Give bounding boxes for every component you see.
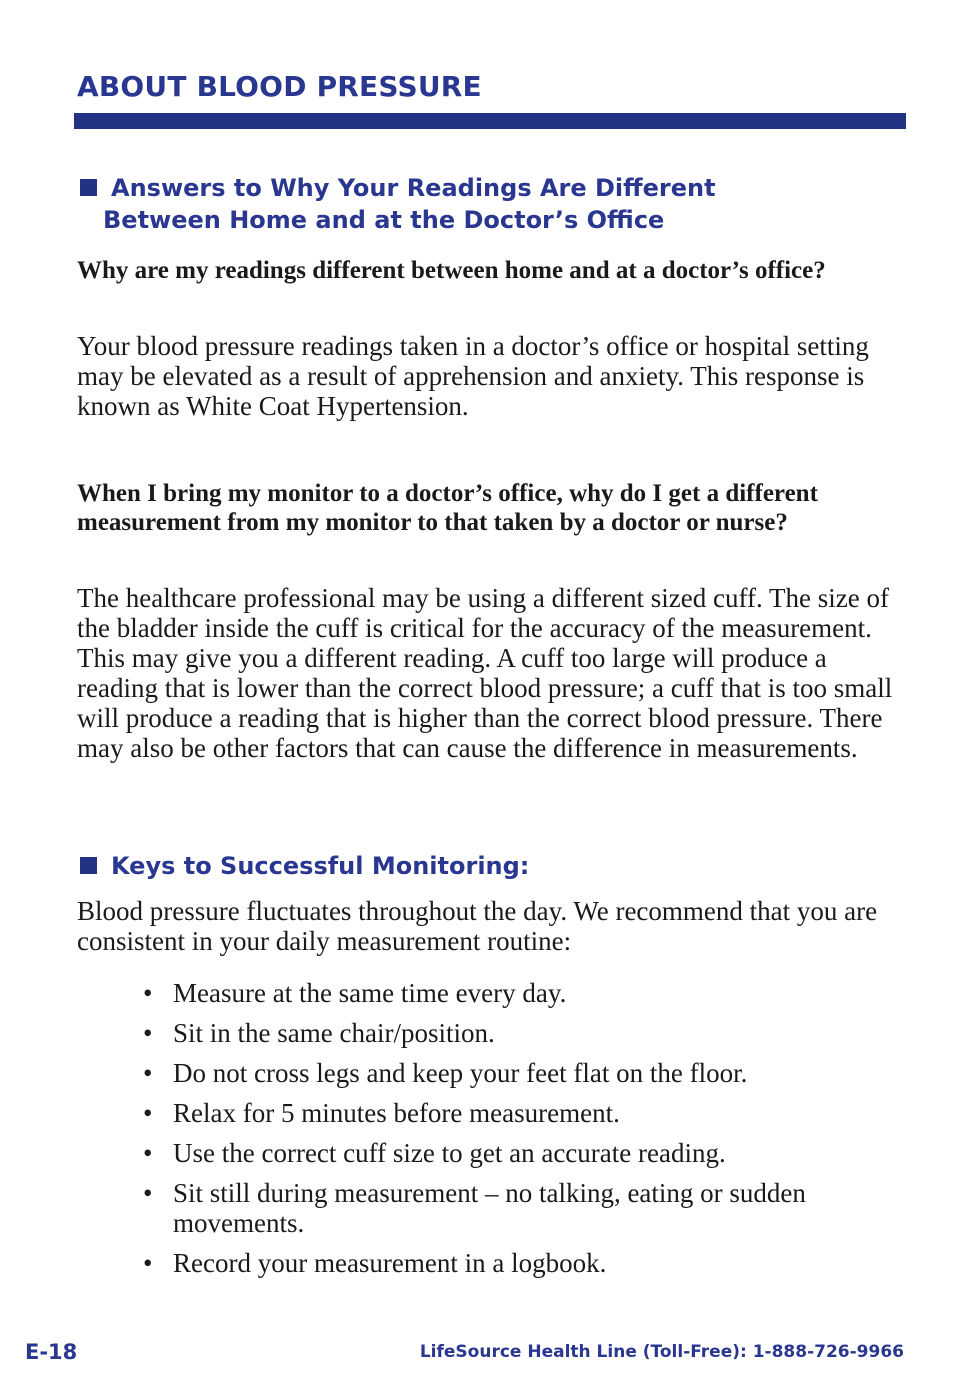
bullet-dot-icon: •: [143, 1018, 153, 1048]
square-bullet-icon: [80, 179, 97, 196]
section-heading-readings: [80, 172, 716, 236]
list-item: [143, 1248, 903, 1278]
monitoring-tips-list: [143, 978, 903, 1288]
question-monitor-difference: When I bring my monitor to a doctor’s office, why do I get a different measurement from my monitor to that taken by a doctor or nurse?: [77, 480, 818, 536]
helpline-text: LifeSource Health Line (Toll-Free): 1-888-726-9966: [419, 1342, 904, 1362]
list-item: [143, 1098, 903, 1128]
title-rule: [74, 113, 906, 129]
bullet-dot-icon: •: [143, 1138, 153, 1168]
bullet-dot-icon: •: [143, 1058, 153, 1088]
tip-text: Sit in the same chair/position.: [173, 1018, 495, 1048]
tip-text: Measure at the same time every day.: [173, 978, 567, 1008]
list-item: [143, 1138, 903, 1168]
bullet-dot-icon: •: [143, 1248, 153, 1278]
keys-intro: Blood pressure fluctuates throughout the day. We recommend that you are consistent in your daily measurement routine:: [77, 896, 878, 956]
section-heading-keys-text: Keys to Successful Monitoring:: [111, 852, 530, 880]
section-heading-line2: Between Home and at the Doctor’s Office: [103, 206, 665, 234]
page-number: E-18: [25, 1340, 78, 1364]
bullet-dot-icon: •: [143, 1178, 153, 1208]
page-title: ABOUT BLOOD PRESSURE: [77, 70, 482, 103]
tip-text: Record your measurement in a logbook.: [173, 1248, 607, 1278]
list-item: [143, 1178, 903, 1238]
bullet-dot-icon: •: [143, 978, 153, 1008]
tip-text: Do not cross legs and keep your feet flat on the floor.: [173, 1058, 748, 1088]
answer-home-vs-doctor: Your blood pressure readings taken in a doctor’s office or hospital setting may be elevated as a result of apprehension and anxiety. This response is known as White Coat Hypertension.: [77, 331, 869, 421]
list-item: [143, 978, 903, 1008]
square-bullet-icon: [80, 857, 97, 874]
answer-monitor-difference: The healthcare professional may be using a different sized cuff. The size of the bladder inside the cuff is critical for the accuracy of the measurement. This may give you a different reading. A cuff too large will produce a reading that is lower than the correct blood pressure; a cuff that is too small will produce a reading that is higher than the correct blood pressure. There may also be other factors that can cause the difference in measurements.: [77, 583, 893, 763]
section-heading-line1: Answers to Why Your Readings Are Different: [111, 174, 716, 202]
list-item: [143, 1018, 903, 1048]
tip-text: Relax for 5 minutes before measurement.: [173, 1098, 620, 1128]
section-heading-keys: [80, 850, 529, 882]
question-home-vs-doctor: Why are my readings different between home and at a doctor’s office?: [77, 257, 826, 284]
tip-text: Sit still during measurement – no talking, eating or sudden movements.: [173, 1178, 806, 1238]
tip-text: Use the correct cuff size to get an accurate reading.: [173, 1138, 726, 1168]
list-item: [143, 1058, 903, 1088]
bullet-dot-icon: •: [143, 1098, 153, 1128]
